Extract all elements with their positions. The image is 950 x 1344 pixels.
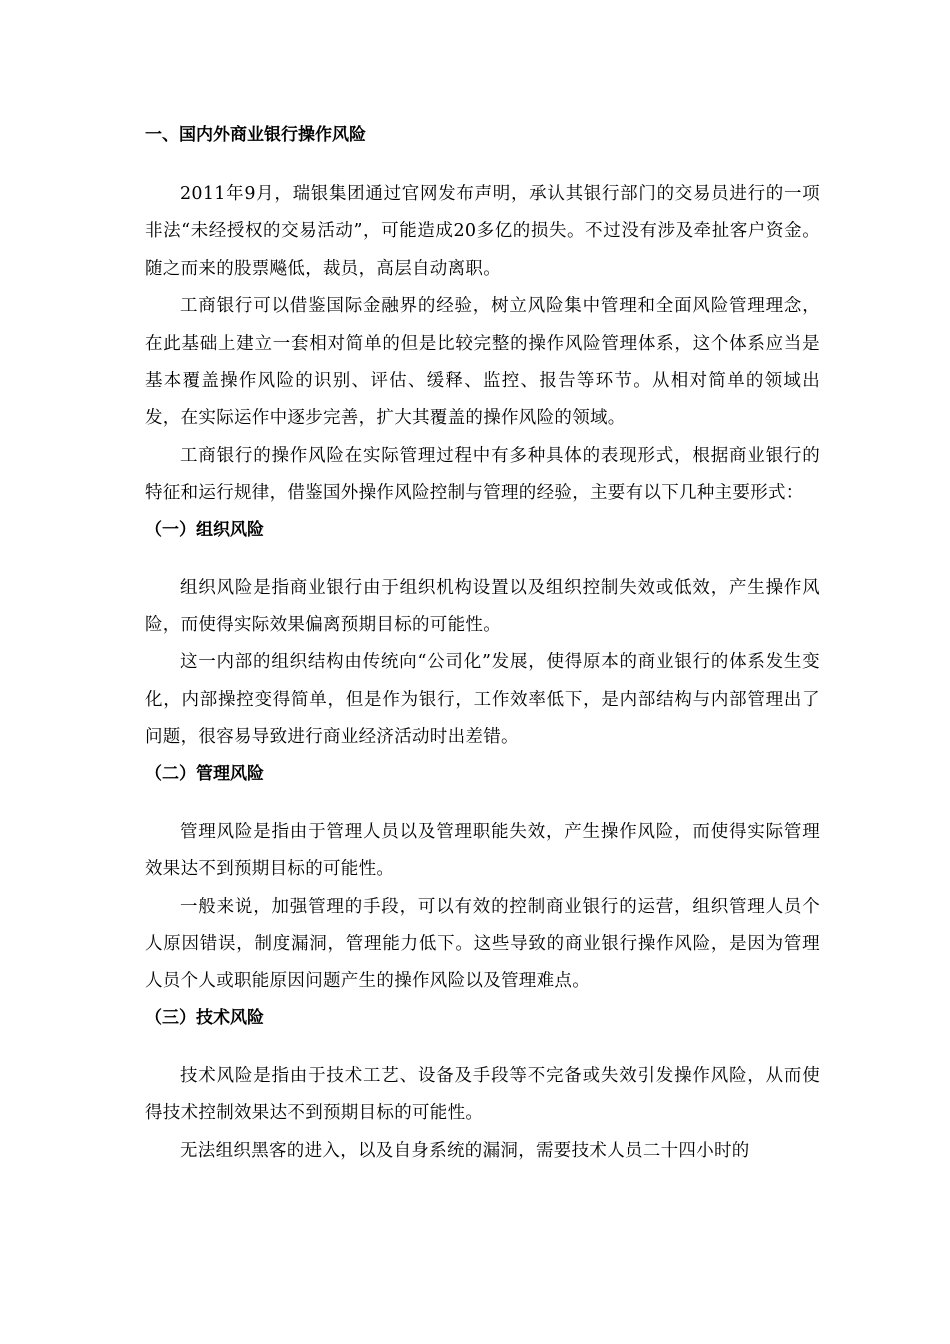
document-page	[145, 118, 820, 1170]
section-heading-technical-risk: （三）技术风险	[145, 1007, 264, 1028]
paragraph: 这一内部的组织结构由传统向“公司化”发展，使得原本的商业银行的体系发生变化，内部操控变得简单，但是作为银行，工作效率低下，是内部结构与内部管理出了问题，很容易导致进行商业经济活动时出差错。	[145, 652, 820, 748]
paragraph: 工商银行的操作风险在实际管理过程中有多种具体的表现形式，根据商业银行的特征和运行规律，借鉴国外操作风险控制与管理的经验，主要有以下几种主要形式：	[145, 445, 820, 504]
section-heading-organizational-risk: （一）组织风险	[145, 519, 264, 540]
paragraph: 技术风险是指由于技术工艺、设备及手段等不完备或失效引发操作风险，从而使得技术控制效果达不到预期目标的可能性。	[145, 1065, 820, 1124]
paragraph: 组织风险是指商业银行由于组织机构设置以及组织控制失效或低效，产生操作风险，而使得实际效果偏离预期目标的可能性。	[145, 577, 820, 636]
paragraph: 2011年9月，瑞银集团通过官网发布声明，承认其银行部门的交易员进行的一项非法“未经授权的交易活动”，可能造成20多亿的损失。不过没有涉及牵扯客户资金。随之而来的股票飚低，裁员，高层自动离职。	[145, 184, 820, 279]
paragraph: 管理风险是指由于管理人员以及管理职能失效，产生操作风险，而使得实际管理效果达不到预期目标的可能性。	[145, 821, 820, 880]
paragraph: 一般来说，加强管理的手段，可以有效的控制商业银行的运营，组织管理人员个人原因错误，制度漏洞，管理能力低下。这些导致的商业银行操作风险，是因为管理人员个人或职能原因问题产生的操作风险以及管理难点。	[145, 896, 820, 992]
section-heading-management-risk: （二）管理风险	[145, 763, 264, 784]
paragraph: 工商银行可以借鉴国际金融界的经验，树立风险集中管理和全面风险管理理念，在此基础上建立一套相对简单的但是比较完整的操作风险管理体系，这个体系应当是基本覆盖操作风险的识别、评估、缓释、监控、报告等环节。从相对简单的领域出发，在实际运作中逐步完善，扩大其覆盖的操作风险的领域。	[145, 296, 820, 429]
paragraph: 无法组织黑客的进入，以及自身系统的漏洞，需要技术人员二十四小时的	[180, 1140, 750, 1161]
section-heading-domestic-foreign-bank-operational-risk: 一、国内外商业银行操作风险	[145, 125, 366, 145]
